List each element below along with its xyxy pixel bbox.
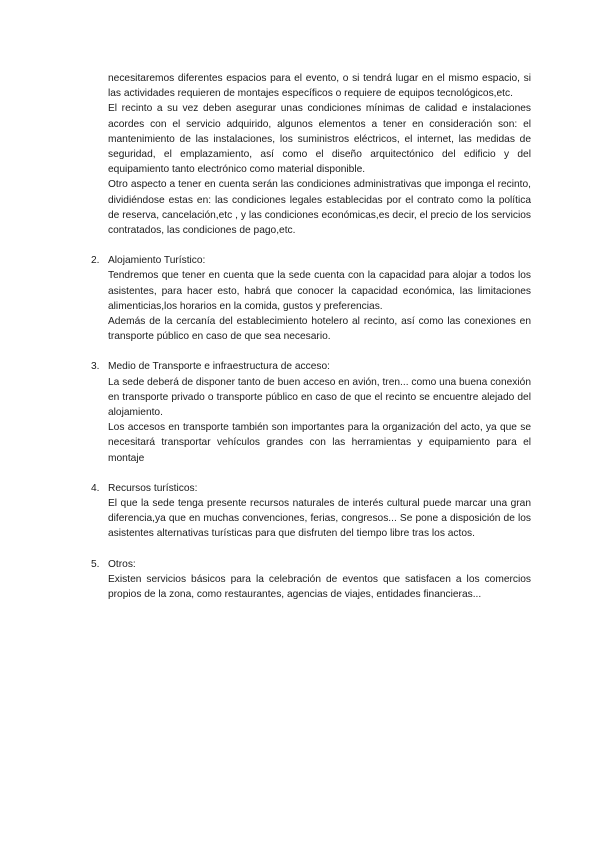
- document-body: [91, 71, 531, 617]
- list-item-paragraph: Tendremos que tener en cuenta que la sede cuenta con la capacidad para alojar a todos los asistentes, para hacer esto, habrá que conocer la capacidad económica, las limitaciones alimenticias,los horarios en la comida, gustos y preferencias.: [108, 270, 531, 312]
- list-item-heading: [91, 359, 531, 374]
- list-item-title: Alojamiento Turístico:: [108, 255, 206, 267]
- list-item-paragraph: La sede deberá de disponer tanto de buen acceso en avión, tren... como una buena conexión en transporte privado o transporte público en caso de que el recinto se encuentre alejado del alojamiento.: [108, 376, 531, 419]
- intro-section: [91, 71, 531, 238]
- list-item-heading: [91, 253, 531, 268]
- intro-paragraph: El recinto a su vez deben asegurar unas condiciones mínimas de calidad e instalaciones acordes con el servicio adquirido, algunos elementos a tener en consideración son: el mantenimiento de las instalaciones, los suministros eléctricos, el internet, las medidas de seguridad, el emplazamiento, así como el diseño arquitectónico del edificio y del equipamiento tanto electrónico como material disponible.: [108, 103, 531, 176]
- list-item-paragraph: Los accesos en transporte también son importantes para la organización del acto, ya que se necesitará transportar vehículos grandes con las herramientas y equipamiento para el montaje: [108, 422, 531, 464]
- list-item-paragraph: Además de la cercanía del establecimiento hotelero al recinto, así como las conexiones en transporte público en caso de que sea necesario.: [108, 316, 531, 343]
- intro-paragraph: Otro aspecto a tener en cuenta serán las condiciones administrativas que imponga el recinto, dividiéndose estas en: las condiciones legales establecidas por el contrato como la política de reserva, cancelación,etc , y las condiciones económicas,es decir, el precio de los servicios contratados, las condiciones de pago,etc.: [108, 179, 531, 237]
- list-item-title: Otros:: [108, 558, 136, 570]
- list-item-paragraph: Existen servicios básicos para la celebración de eventos que satisfacen a los comercios propios de la zona, como restaurantes, agencias de viajes, entidades financieras...: [108, 573, 531, 601]
- list-item-number: 2.: [91, 255, 100, 267]
- list-item-recursos: [91, 481, 531, 542]
- list-item-heading: [91, 557, 531, 572]
- list-item-title: Recursos turísticos:: [108, 482, 198, 494]
- list-item-transporte: [91, 359, 531, 465]
- list-item-title: Medio de Transporte e infraestructura de acceso:: [108, 361, 330, 373]
- intro-paragraph: necesitaremos diferentes espacios para el evento, o si tendrá lugar en el mismo espacio, si las actividades requieren de montajes específicos o requiere de equipos tecnológicos,etc.: [108, 73, 531, 100]
- list-item-number: 5.: [91, 558, 100, 570]
- list-item-otros: [91, 557, 531, 603]
- list-item-paragraph: El que la sede tenga presente recursos naturales de interés cultural puede marcar una gran diferencia,ya que en muchas convenciones, ferias, congresos... Se pone a disposición de los asistentes alternativas turísticas para que disfruten del tiempo libre tras los actos.: [108, 498, 531, 540]
- list-item-number: 4.: [91, 482, 100, 494]
- list-item-number: 3.: [91, 361, 100, 373]
- list-item-heading: [91, 481, 531, 496]
- list-item-alojamiento: [91, 253, 531, 344]
